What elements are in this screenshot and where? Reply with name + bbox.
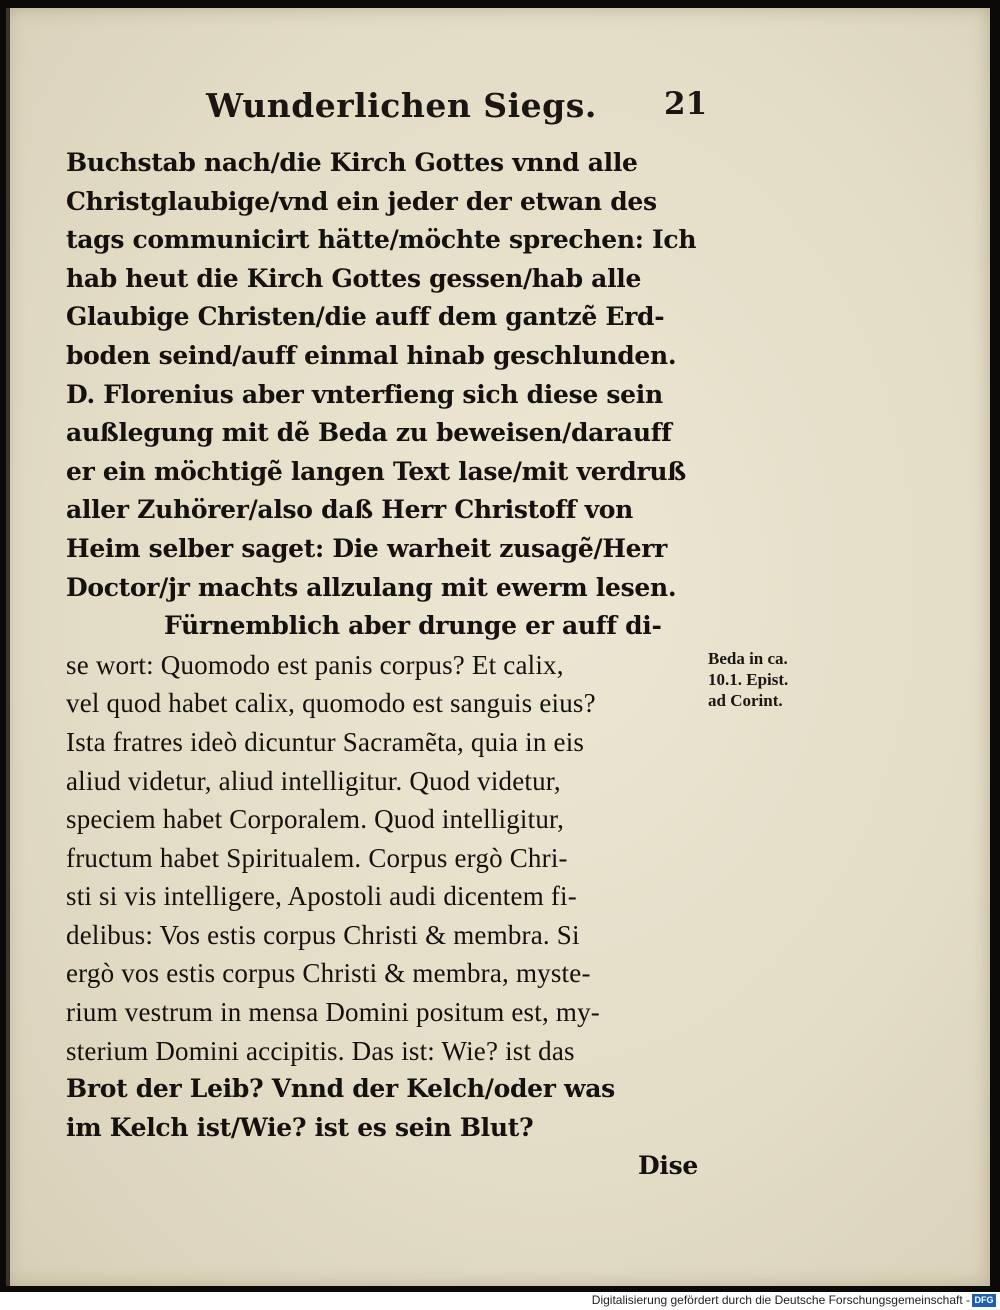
text-line: tags communicirt hätte/möchte sprechen: Ich xyxy=(66,225,697,255)
page-edge xyxy=(6,8,10,1286)
text-line: Buchstab nach/die Kirch Gottes vnnd alle xyxy=(66,148,638,177)
text-line: fructum habet Spiritualem. Corpus ergò Chri- xyxy=(66,842,568,873)
marginal-note-line: ad Corint. xyxy=(708,691,783,710)
text-line: Christglaubige/vnd ein jeder der etwan des xyxy=(66,186,657,216)
text-line: Fürnemblich aber drunge er auff di- xyxy=(164,611,662,641)
text-line: Doctor/jr machts allzulang mit ewerm lesen. xyxy=(66,572,677,602)
marginal-note-line: Beda in ca. xyxy=(708,649,788,668)
text-line: D. Florenius aber vnterfieng sich diese sein xyxy=(66,379,663,409)
text-line: Dise xyxy=(638,1151,698,1181)
text-line: er ein möchtigẽ langen Text lase/mit verdruß xyxy=(66,456,686,486)
text-line: ergò vos estis corpus Christi & membra, myste- xyxy=(66,958,591,989)
text-line: delibus: Vos estis corpus Christi & membra. Si xyxy=(66,919,580,950)
running-head: Wunderlichen Siegs. xyxy=(206,86,597,125)
text-line: hab heut die Kirch Gottes gessen/hab alle xyxy=(66,263,642,293)
marginal-note-line: 10.1. Epist. xyxy=(708,670,789,689)
body-text xyxy=(66,144,706,1186)
dfg-logo: DFG xyxy=(972,1294,996,1307)
text-line: aliud videtur, aliud intelligitur. Quod videtur, xyxy=(66,765,561,796)
text-line: außlegung mit dẽ Beda zu beweisen/darauff xyxy=(66,418,672,448)
text-line: Brot der Leib? Vnnd der Kelch/oder was xyxy=(66,1074,615,1104)
text-line: se wort: Quomodo est panis corpus? Et calix, xyxy=(66,649,564,680)
text-line: sterium Domini accipitis. Das ist: Wie? ist das xyxy=(66,1035,575,1066)
text-line: vel quod habet calix, quomodo est sanguis eius? xyxy=(66,688,596,719)
folio-number: 21 xyxy=(664,86,708,122)
text-line: speciem habet Corporalem. Quod intelligitur, xyxy=(66,804,565,835)
text-line: Ista fratres ideò dicuntur Sacramẽta, quia in eis xyxy=(66,726,585,757)
text-line: aller Zuhörer/also daß Herr Christoff von xyxy=(66,495,634,525)
text-line: rium vestrum in mensa Domini positum est, my- xyxy=(66,997,600,1028)
text-line: Glaubige Christen/die auff dem gantzẽ Erd- xyxy=(66,302,665,332)
text-line: im Kelch ist/Wie? ist es sein Blut? xyxy=(66,1112,534,1142)
text-line: boden seind/auff einmal hinab geschlunden. xyxy=(66,340,677,370)
marginal-note xyxy=(708,648,788,711)
text-line: Heim selber saget: Die warheit zusagẽ/Herr xyxy=(66,533,667,563)
digitization-credit: Digitalisierung gefördert durch die Deutsche Forschungsgemeinschaft - xyxy=(591,1293,970,1307)
text-line: sti si vis intelligere, Apostoli audi dicentem fi- xyxy=(66,881,577,912)
